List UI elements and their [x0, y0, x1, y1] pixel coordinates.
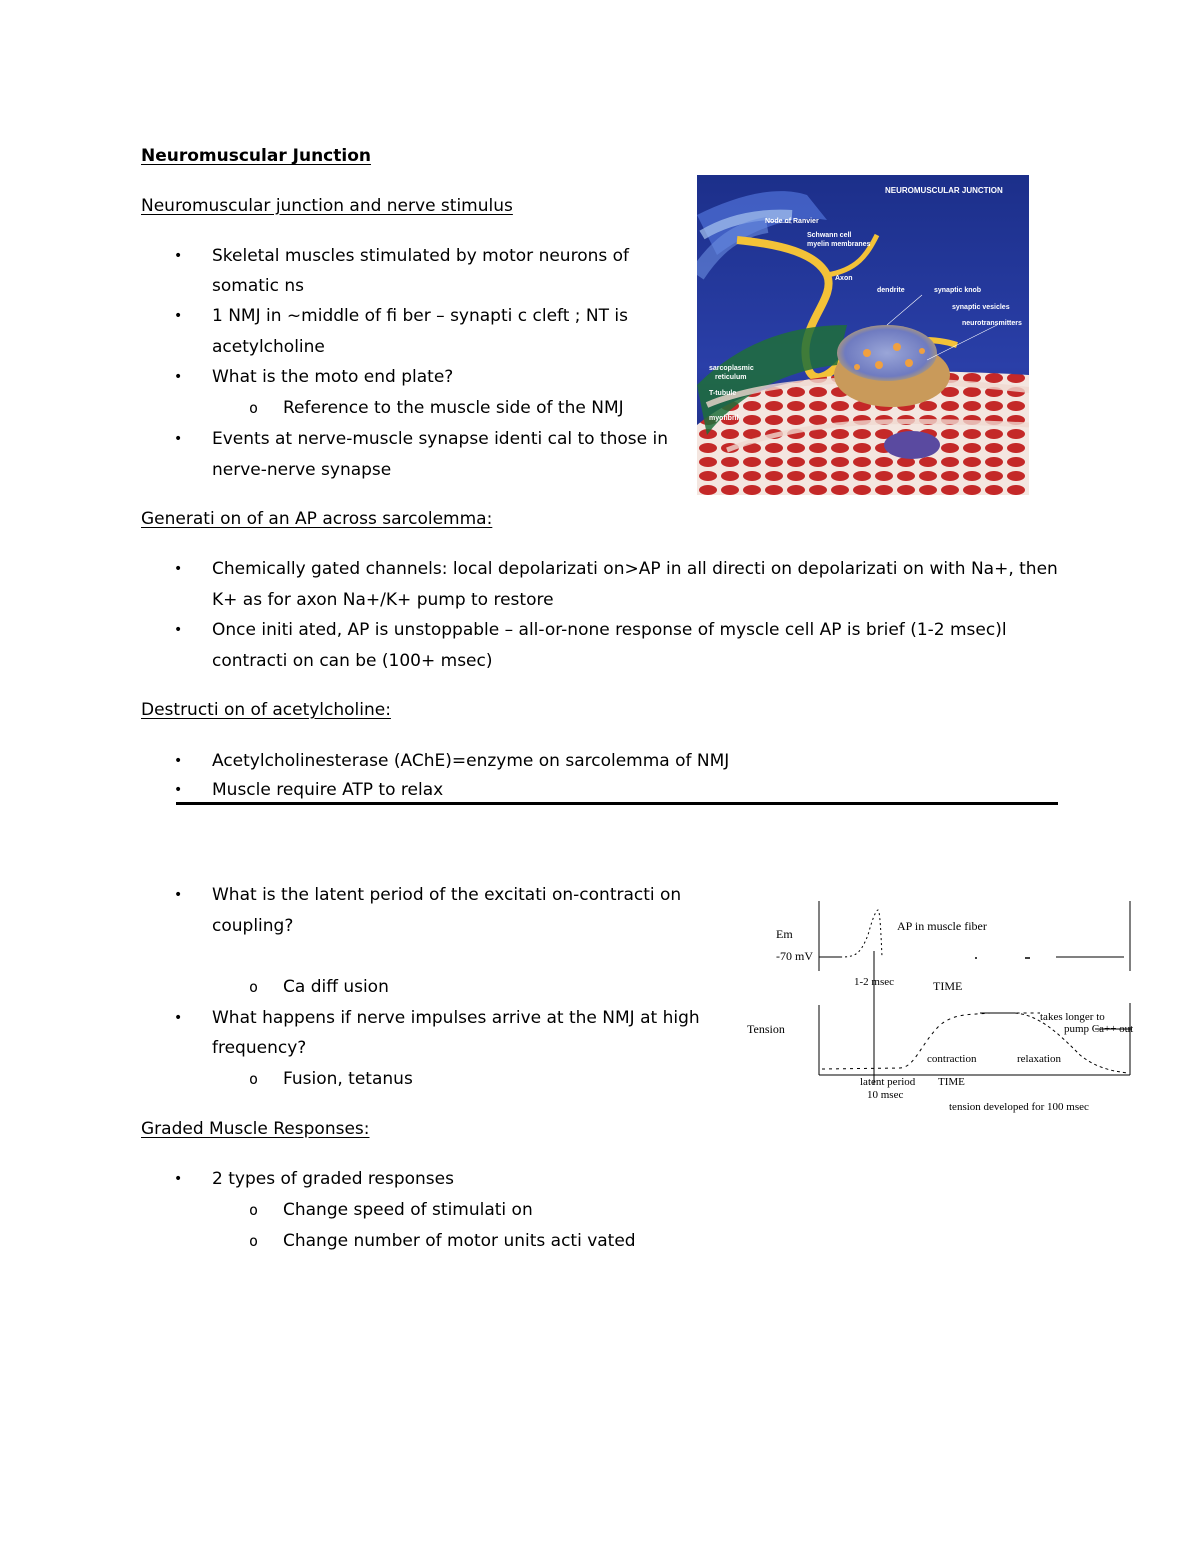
list-item-continuation: coupling?	[212, 916, 294, 936]
list-item: Muscle require ATP to relax	[212, 780, 444, 800]
list-item: What is the moto end plate?	[212, 367, 454, 387]
diagram-label-latent-msec: 10 msec	[867, 1089, 904, 1101]
figure-label: Schwann cell	[807, 232, 852, 239]
bullet-icon: •	[174, 782, 183, 798]
diagram-label-contraction: contraction	[927, 1053, 977, 1065]
figure-label: myelin membranes	[807, 241, 871, 248]
bullet-icon: •	[174, 248, 183, 264]
list-item: What happens if nerve impulses arrive at the NMJ at high	[212, 1008, 700, 1028]
list-item-continuation: frequency?	[212, 1038, 307, 1058]
list-item: 1 NMJ in ~middle of fi ber – synapti c cleft ; NT is	[212, 306, 629, 326]
section-heading-ap-generation: Generati on of an AP across sarcolemma:	[141, 509, 493, 529]
bullet-icon: •	[174, 369, 183, 385]
sub-list-item: Ca diff usion	[283, 977, 389, 997]
list-item-continuation: nerve-nerve synapse	[212, 460, 392, 480]
diagram-label-takes-longer: takes longer to	[1040, 1011, 1105, 1023]
bullet-icon: •	[174, 753, 183, 769]
bullet-icon: •	[174, 1171, 183, 1187]
diagram-label-time-bottom: TIME	[938, 1076, 965, 1088]
diagram-label-tension-developed: tension developed for 100 msec	[949, 1101, 1089, 1113]
sub-bullet-icon: o	[249, 399, 259, 417]
sub-list-item: Change number of motor units acti vated	[283, 1231, 636, 1251]
list-item: Once initi ated, AP is unstoppable – all-or-none response of myscle cell AP is brief (1-2 msec)l	[212, 620, 1007, 640]
bullet-icon: •	[174, 561, 183, 577]
latent-period-diagram	[740, 895, 1160, 1120]
neuromuscular-junction-illustration	[697, 175, 1029, 495]
section-heading-graded-responses: Graded Muscle Responses:	[141, 1119, 370, 1139]
list-item-continuation: contracti on can be (100+ msec)	[212, 651, 493, 671]
horizontal-rule	[176, 802, 1058, 805]
list-item-continuation: K+ as for axon Na+/K+ pump to restore	[212, 590, 554, 610]
list-item: Chemically gated channels: local depolarizati on>AP in all directi on depolarizati on with Na+, then	[212, 559, 1058, 579]
figure-title: NEUROMUSCULAR JUNCTION	[885, 186, 1003, 195]
bullet-icon: •	[174, 887, 183, 903]
figure-label: reticulum	[715, 374, 747, 381]
sub-list-item: Reference to the muscle side of the NMJ	[283, 398, 624, 418]
figure-label: synaptic vesicles	[952, 304, 1010, 311]
list-item: Events at nerve-muscle synapse identi cal to those in	[212, 429, 669, 449]
figure-label: Axon	[835, 275, 853, 282]
diagram-label-time: TIME	[933, 979, 963, 993]
diagram-label-tension: Tension	[747, 1022, 785, 1036]
list-item: Acetylcholinesterase (AChE)=enzyme on sarcolemma of NMJ	[212, 751, 730, 771]
list-item: What is the latent period of the excitati on-contracti on	[212, 885, 682, 905]
diagram-label-pump-ca: pump Ca++ out	[1064, 1023, 1134, 1035]
sub-bullet-icon: o	[249, 978, 259, 996]
sub-bullet-icon: o	[249, 1070, 259, 1088]
sub-bullet-icon: o	[249, 1201, 259, 1219]
figure-label: T-tubule	[709, 390, 737, 397]
list-item: 2 types of graded responses	[212, 1169, 454, 1189]
bullet-icon: •	[174, 308, 183, 324]
figure-label: sarcoplasmic	[709, 365, 754, 372]
page-title: Neuromuscular Junction	[141, 146, 371, 166]
bullet-icon: •	[174, 1010, 183, 1026]
figure-label: dendrite	[877, 287, 905, 294]
bullet-icon: •	[174, 622, 183, 638]
diagram-label-em: Em	[776, 927, 793, 941]
figure-label: neurotransmitters	[962, 320, 1022, 327]
diagram-label-latent-period: latent period	[860, 1076, 916, 1088]
list-item-continuation: somatic ns	[212, 276, 305, 296]
section-heading-acetylcholine: Destructi on of acetylcholine:	[141, 700, 391, 720]
figure-label: Node of Ranvier	[765, 218, 819, 225]
sub-list-item: Fusion, tetanus	[283, 1069, 413, 1089]
bullet-icon: •	[174, 431, 183, 447]
figure-label: synaptic knob	[934, 287, 982, 294]
list-item-continuation: acetylcholine	[212, 337, 325, 357]
diagram-label-relaxation: relaxation	[1017, 1053, 1061, 1065]
sub-bullet-icon: o	[249, 1232, 259, 1250]
diagram-label-rest-potential: -70 mV	[776, 949, 813, 963]
diagram-label-msec: 1-2 msec	[854, 976, 895, 988]
section-heading-nmj-stimulus: Neuromuscular junction and nerve stimulus	[141, 196, 513, 216]
sub-list-item: Change speed of stimulati on	[283, 1200, 533, 1220]
nmj-illustration-svg	[697, 175, 1029, 495]
diagram-label-ap: AP in muscle fiber	[897, 919, 987, 933]
figure-label: myofibril	[709, 415, 739, 422]
list-item: Skeletal muscles stimulated by motor neurons of	[212, 246, 630, 266]
